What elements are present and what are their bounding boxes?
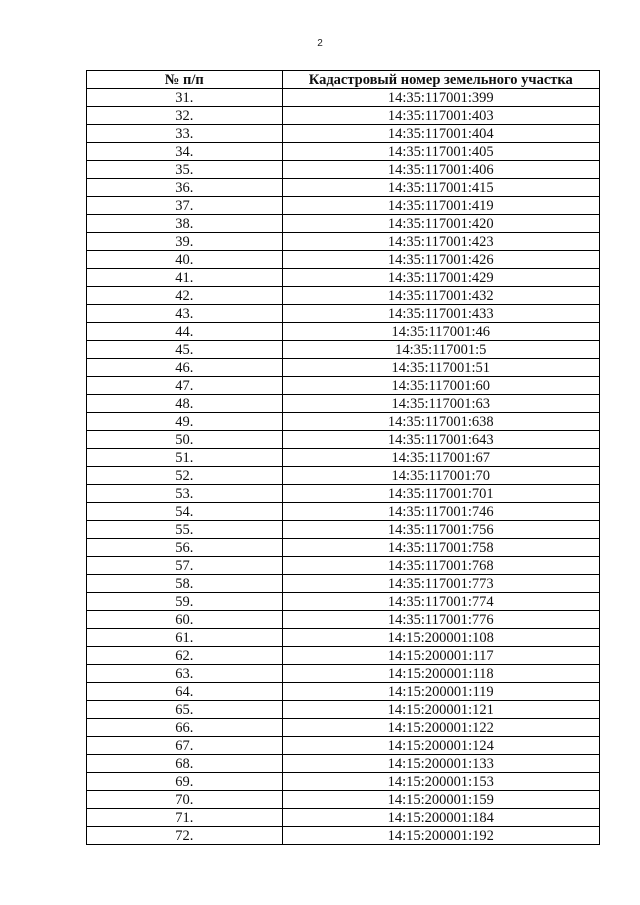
cadastral-number-cell: 14:35:117001:405 [282,143,599,161]
row-number-cell: 36. [87,179,283,197]
row-number-cell: 34. [87,143,283,161]
row-number-cell: 39. [87,233,283,251]
table-row [87,179,600,197]
row-number-cell: 37. [87,197,283,215]
table-row [87,701,600,719]
cadastral-number-cell: 14:35:117001:429 [282,269,599,287]
table-row [87,791,600,809]
cadastral-table [86,70,600,845]
row-number-cell: 60. [87,611,283,629]
table-row [87,287,600,305]
row-number-cell: 70. [87,791,283,809]
cadastral-number-cell: 14:35:117001:426 [282,251,599,269]
table-row [87,233,600,251]
table-row [87,575,600,593]
row-number-cell: 31. [87,89,283,107]
table-row [87,755,600,773]
cadastral-number-cell: 14:35:117001:643 [282,431,599,449]
cadastral-number-cell: 14:15:200001:159 [282,791,599,809]
table-row [87,107,600,125]
cadastral-number-cell: 14:15:200001:124 [282,737,599,755]
cadastral-number-cell: 14:35:117001:70 [282,467,599,485]
table-row [87,773,600,791]
cadastral-number-cell: 14:15:200001:153 [282,773,599,791]
cadastral-number-cell: 14:35:117001:399 [282,89,599,107]
row-number-cell: 38. [87,215,283,233]
cadastral-number-cell: 14:35:117001:67 [282,449,599,467]
row-number-cell: 52. [87,467,283,485]
header-row-number: № п/п [87,71,283,89]
row-number-cell: 71. [87,809,283,827]
cadastral-number-cell: 14:15:200001:192 [282,827,599,845]
table-row [87,629,600,647]
row-number-cell: 35. [87,161,283,179]
table-row [87,539,600,557]
table-row [87,269,600,287]
table-row [87,89,600,107]
cadastral-number-cell: 14:35:117001:773 [282,575,599,593]
table-row [87,431,600,449]
table-row [87,737,600,755]
cadastral-number-cell: 14:35:117001:638 [282,413,599,431]
cadastral-number-cell: 14:35:117001:420 [282,215,599,233]
table-row [87,467,600,485]
table-row [87,665,600,683]
cadastral-number-cell: 14:35:117001:51 [282,359,599,377]
table-row [87,197,600,215]
row-number-cell: 72. [87,827,283,845]
row-number-cell: 56. [87,539,283,557]
table-row [87,161,600,179]
table-row [87,341,600,359]
row-number-cell: 66. [87,719,283,737]
table-body [87,89,600,845]
row-number-cell: 45. [87,341,283,359]
header-cadastral-number: Кадастровый номер земельного участка [282,71,599,89]
page-number: 2 [317,38,323,49]
row-number-cell: 42. [87,287,283,305]
table-row [87,647,600,665]
table-row [87,359,600,377]
table-row [87,827,600,845]
cadastral-number-cell: 14:35:117001:63 [282,395,599,413]
cadastral-number-cell: 14:35:117001:406 [282,161,599,179]
table-row [87,557,600,575]
cadastral-number-cell: 14:35:117001:423 [282,233,599,251]
cadastral-number-cell: 14:35:117001:701 [282,485,599,503]
row-number-cell: 55. [87,521,283,539]
cadastral-number-cell: 14:15:200001:119 [282,683,599,701]
cadastral-number-cell: 14:15:200001:121 [282,701,599,719]
cadastral-number-cell: 14:35:117001:774 [282,593,599,611]
row-number-cell: 43. [87,305,283,323]
row-number-cell: 62. [87,647,283,665]
row-number-cell: 41. [87,269,283,287]
row-number-cell: 69. [87,773,283,791]
row-number-cell: 63. [87,665,283,683]
row-number-cell: 58. [87,575,283,593]
row-number-cell: 54. [87,503,283,521]
header-row [87,71,600,89]
table-row [87,143,600,161]
cadastral-number-cell: 14:15:200001:118 [282,665,599,683]
cadastral-number-cell: 14:35:117001:432 [282,287,599,305]
table-row [87,323,600,341]
table-row [87,809,600,827]
cadastral-number-cell: 14:35:117001:756 [282,521,599,539]
cadastral-number-cell: 14:35:117001:415 [282,179,599,197]
cadastral-number-cell: 14:35:117001:404 [282,125,599,143]
row-number-cell: 33. [87,125,283,143]
row-number-cell: 46. [87,359,283,377]
row-number-cell: 49. [87,413,283,431]
table-row [87,449,600,467]
row-number-cell: 44. [87,323,283,341]
row-number-cell: 48. [87,395,283,413]
row-number-cell: 57. [87,557,283,575]
cadastral-number-cell: 14:35:117001:46 [282,323,599,341]
cadastral-number-cell: 14:15:200001:108 [282,629,599,647]
row-number-cell: 40. [87,251,283,269]
row-number-cell: 65. [87,701,283,719]
row-number-cell: 68. [87,755,283,773]
cadastral-number-cell: 14:35:117001:768 [282,557,599,575]
cadastral-number-cell: 14:35:117001:746 [282,503,599,521]
row-number-cell: 64. [87,683,283,701]
table-row [87,215,600,233]
cadastral-number-cell: 14:35:117001:403 [282,107,599,125]
table-row [87,305,600,323]
table-row [87,521,600,539]
table-row [87,503,600,521]
table-row [87,683,600,701]
cadastral-number-cell: 14:35:117001:433 [282,305,599,323]
row-number-cell: 50. [87,431,283,449]
row-number-cell: 53. [87,485,283,503]
cadastral-number-cell: 14:15:200001:133 [282,755,599,773]
row-number-cell: 32. [87,107,283,125]
row-number-cell: 61. [87,629,283,647]
cadastral-number-cell: 14:15:200001:122 [282,719,599,737]
table-row [87,413,600,431]
table-row [87,125,600,143]
cadastral-number-cell: 14:35:117001:60 [282,377,599,395]
row-number-cell: 51. [87,449,283,467]
cadastral-number-cell: 14:35:117001:776 [282,611,599,629]
table-header [87,71,600,89]
table-row [87,395,600,413]
cadastral-number-cell: 14:15:200001:117 [282,647,599,665]
cadastral-number-cell: 14:15:200001:184 [282,809,599,827]
table-row [87,251,600,269]
table-row [87,485,600,503]
cadastral-number-cell: 14:35:117001:758 [282,539,599,557]
cadastral-number-cell: 14:35:117001:5 [282,341,599,359]
cadastral-number-cell: 14:35:117001:419 [282,197,599,215]
table-row [87,593,600,611]
row-number-cell: 47. [87,377,283,395]
row-number-cell: 59. [87,593,283,611]
row-number-cell: 67. [87,737,283,755]
table-row [87,611,600,629]
table-row [87,377,600,395]
table-row [87,719,600,737]
